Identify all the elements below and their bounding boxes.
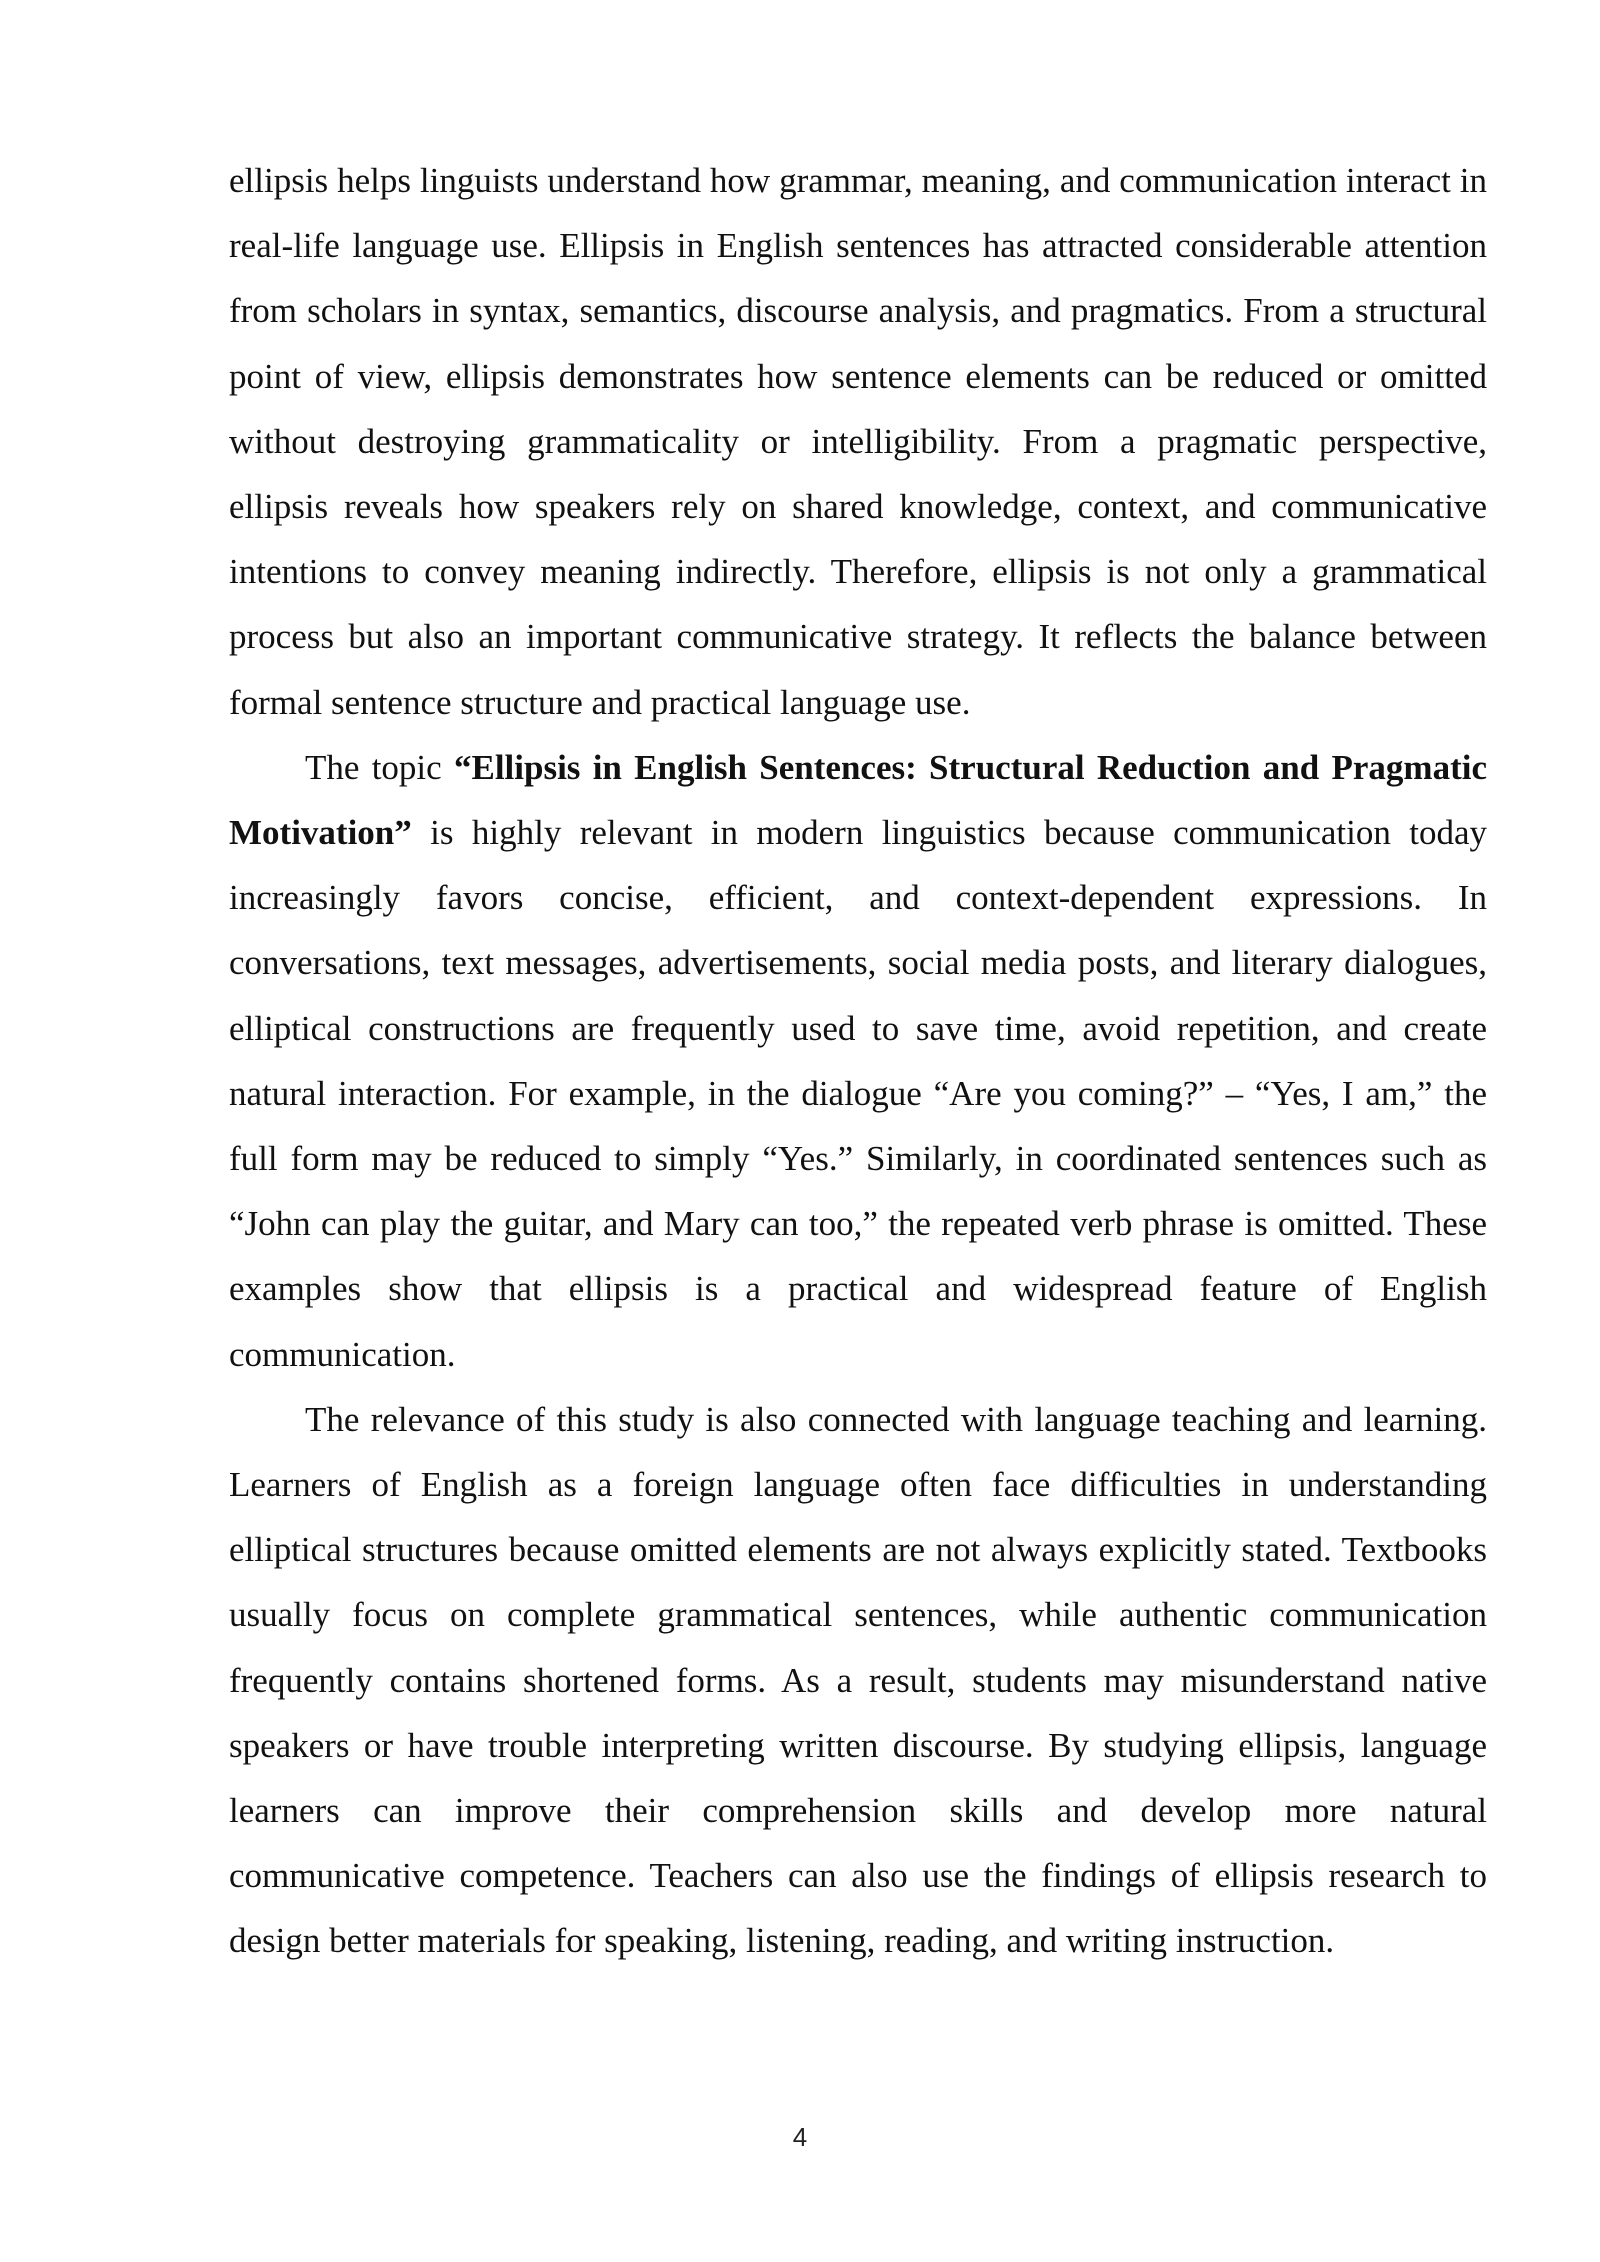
paragraph-continuation [229,148,1487,735]
page-number: 4 [792,2122,808,2152]
paragraph-text: ellipsis helps linguists understand how grammar, meaning, and communication interact in real-life language use. Ellipsis in English sentences has attracted considerable attention from scholars in syntax, semantics, discourse analysis, and pragmatics. From a structural point of view, ellipsis demonstrates how sentence elements can be reduced or omitted without destroying grammaticality or intelligibility. From a pragmatic perspective, ellipsis reveals how speakers rely on shared knowledge, context, and communicative intentions to convey meaning indirectly. Therefore, ellipsis is not only a grammatical process but also an important communicative strategy. It reflects the balance between formal sentence structure and practical language use. [229,161,1487,722]
body-text [229,148,1487,1974]
paragraph-relevance [229,1387,1487,1974]
paragraph-topic [229,735,1487,1387]
paragraph-text: is highly relevant in modern linguistics because communication today increasingly favors concise, efficient, and context-dependent expressions. In conversations, text messages, advertisements, social media posts, and literary dialogues, elliptical constructions are frequently used to save time, avoid repetition, and create natural interaction. For example, in the dialogue “Are you coming?” – “Yes, I am,” the full form may be reduced to simply “Yes.” Similarly, in coordinated sentences such as “John can play the guitar, and Mary can too,” the repeated verb phrase is omitted. These examples show that ellipsis is a practical and widespread feature of English communication. [229,813,1487,1374]
paragraph-text: The topic [305,747,454,787]
paragraph-text: The relevance of this study is also connected with language teaching and learning. Learners of English as a foreign language often face difficulties in understanding elliptical structures because omitted elements are not always explicitly stated. Textbooks usually focus on complete grammatical sentences, while authentic communication frequently contains shortened forms. As a result, students may misunderstand native speakers or have trouble interpreting written discourse. By studying ellipsis, language learners can improve their comprehension skills and develop more natural communicative competence. Teachers can also use the findings of ellipsis research to design better materials for speaking, listening, reading, and writing instruction. [229,1399,1487,1961]
topic-title: “Ellipsis in English Sentences: Structural Reduction and Pragmatic Motivation” [229,747,1487,853]
